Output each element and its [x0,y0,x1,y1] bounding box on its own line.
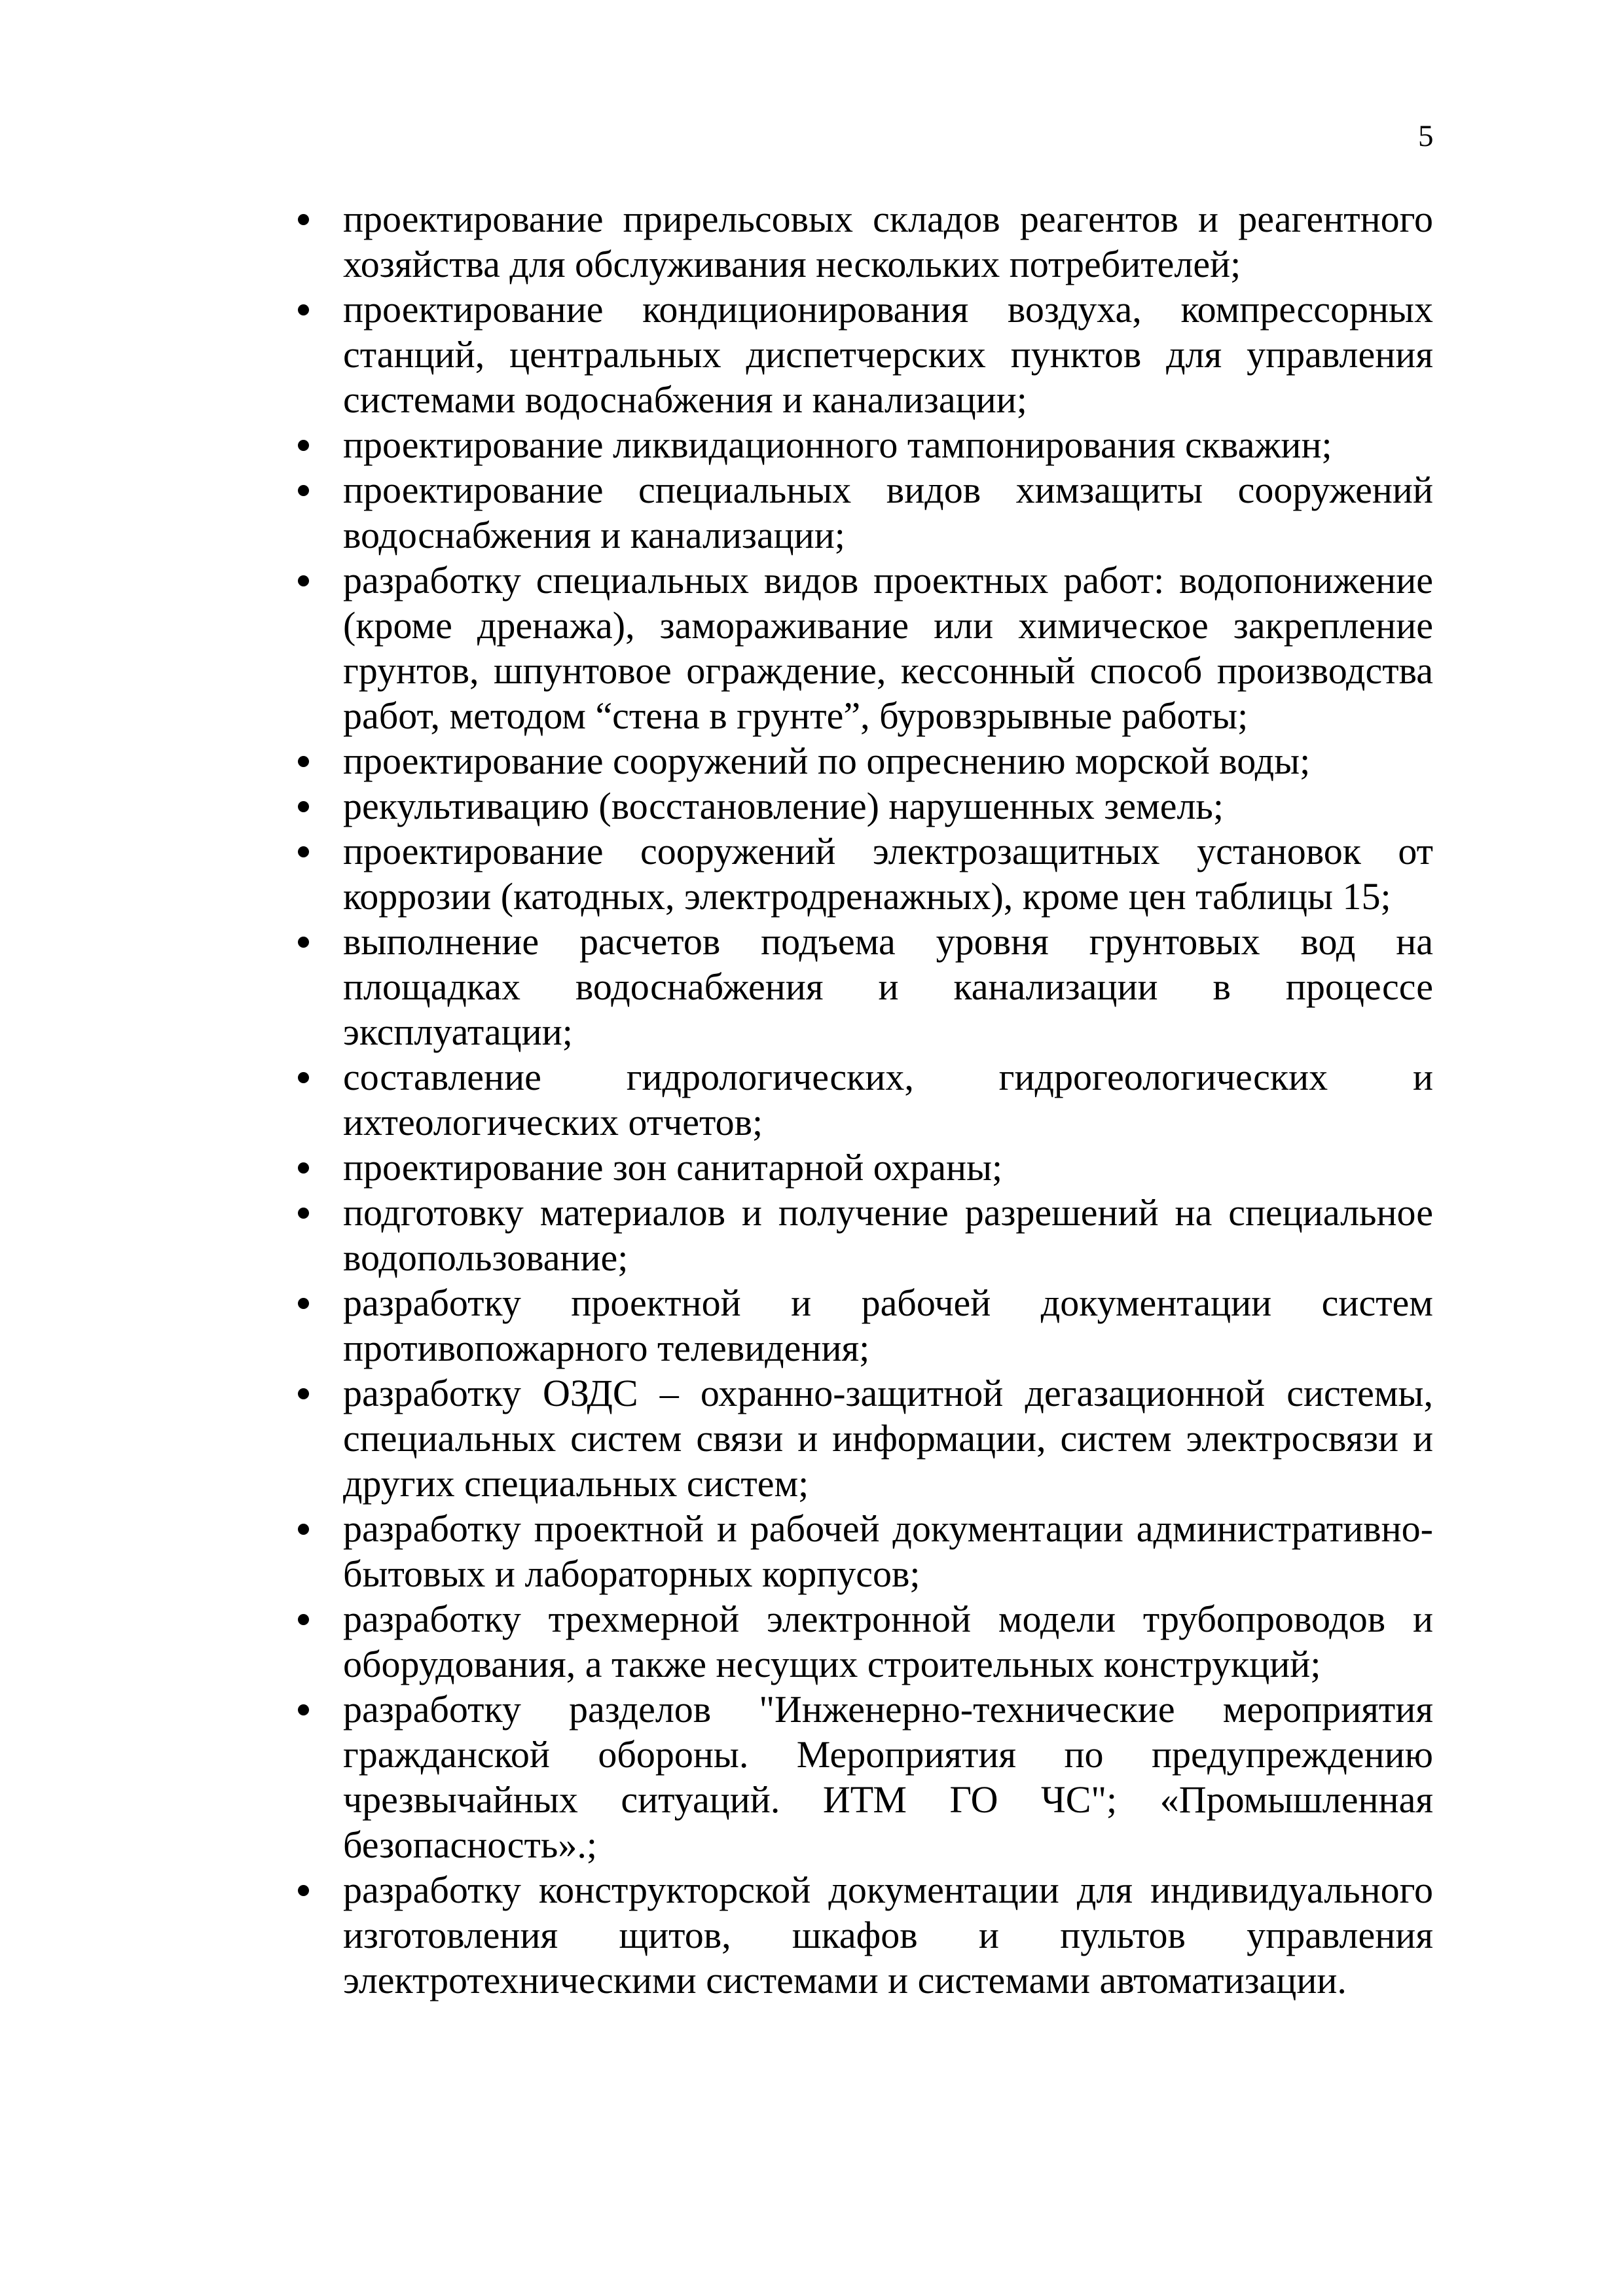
list-item: проектирование кондиционирования воздуха, компрессорных станций, центральных диспетчерских пунктов для управления системами водоснабжения и канализации; [293,287,1433,422]
list-item: выполнение расчетов подъема уровня грунтовых вод на площадках водоснабжения и канализации в процессе эксплуатации; [293,919,1433,1054]
list-item: разработку разделов "Инженерно-технические мероприятия гражданской обороны. Мероприятия по предупреждению чрезвычайных ситуаций. ИТМ ГО ЧС"; «Промышленная безопасность».; [293,1687,1433,1867]
bullet-list [293,196,1433,2003]
list-item: разработку трехмерной электронной модели трубопроводов и оборудования, а также несущих строительных конструкций; [293,1596,1433,1687]
list-item: проектирование сооружений по опреснению морской воды; [293,738,1433,783]
list-item: проектирование прирельсовых складов реагентов и реагентного хозяйства для обслуживания нескольких потребителей; [293,196,1433,287]
list-item: разработку конструкторской документации для индивидуального изготовления щитов, шкафов и пультов управления электротехническими системами и системами автоматизации. [293,1867,1433,2003]
list-item: рекультивацию (восстановление) нарушенных земель; [293,783,1433,829]
list-item: подготовку материалов и получение разрешений на специальное водопользование; [293,1190,1433,1280]
list-item: проектирование специальных видов химзащиты сооружений водоснабжения и канализации; [293,467,1433,558]
list-item: проектирование сооружений электрозащитных установок от коррозии (катодных, электродренажных), кроме цен таблицы 15; [293,829,1433,919]
page-number: 5 [1418,119,1434,153]
list-item: разработку проектной и рабочей документации систем противопожарного телевидения; [293,1280,1433,1371]
list-item: разработку ОЗДС – охранно-защитной дегазационной системы, специальных систем связи и информации, систем электросвязи и других специальных систем; [293,1371,1433,1506]
list-item: разработку проектной и рабочей документации административно-бытовых и лабораторных корпусов; [293,1506,1433,1596]
list-item: проектирование зон санитарной охраны; [293,1145,1433,1190]
list-item: проектирование ликвидационного тампонирования скважин; [293,422,1433,467]
list-item: разработку специальных видов проектных работ: водопонижение (кроме дренажа), замораживание или химическое закрепление грунтов, шпунтовое ограждение, кессонный способ производства работ, методом “стена в грунте”, буровзрывные работы; [293,558,1433,738]
list-item: составление гидрологических, гидрогеологических и ихтеологических отчетов; [293,1054,1433,1145]
